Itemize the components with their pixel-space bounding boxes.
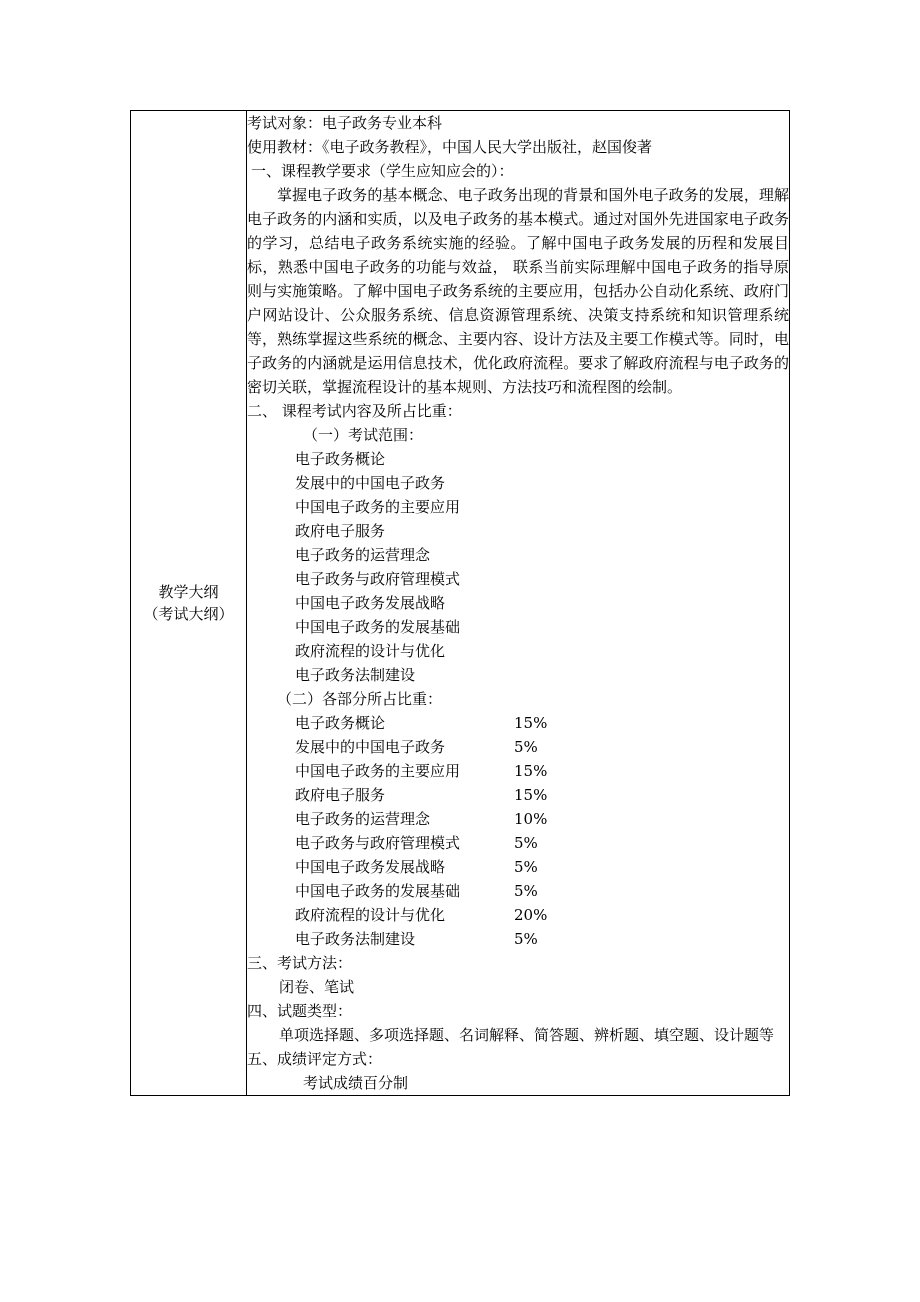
content-cell — [247, 111, 790, 1096]
weight-topic: 中国电子政务发展战略 — [295, 858, 446, 876]
section4-heading: 四、试题类型： — [247, 1002, 353, 1020]
weight-topic: 政府流程的设计与优化 — [295, 906, 446, 924]
exam-range-item: 中国电子政务的发展基础 — [295, 618, 461, 636]
weight-row — [247, 807, 789, 831]
syllabus-row — [131, 111, 790, 1096]
weight-row — [247, 879, 789, 903]
weight-topic: 发展中的中国电子政务 — [295, 738, 446, 756]
weight-percent: 5% — [514, 930, 538, 948]
section3-heading: 三、考试方法： — [247, 954, 353, 972]
exam-method: 闭卷、笔试 — [279, 978, 355, 996]
weight-row — [247, 831, 789, 855]
exam-target: 考试对象：电子政务专业本科 — [247, 114, 443, 132]
weight-percent: 10% — [514, 810, 548, 828]
weight-row — [247, 783, 789, 807]
weight-topic: 电子政务与政府管理模式 — [295, 834, 461, 852]
weight-percent: 15% — [514, 714, 548, 732]
weight-percent: 15% — [514, 762, 548, 780]
section1-heading: 一、课程教学要求（学生应知应会的）： — [251, 162, 514, 180]
weight-row — [247, 759, 789, 783]
weight-percent: 5% — [514, 738, 538, 756]
section2-heading: 二、 课程考试内容及所占比重： — [247, 402, 462, 420]
exam-range-heading: （一）考试范围： — [303, 426, 424, 444]
weight-row — [247, 711, 789, 735]
weight-percent: 5% — [514, 882, 538, 900]
weight-topic: 中国电子政务的主要应用 — [295, 762, 461, 780]
weight-row — [247, 927, 789, 951]
exam-range-item: 政府流程的设计与优化 — [295, 642, 446, 660]
exam-range-item: 中国电子政务发展战略 — [295, 594, 446, 612]
weight-row — [247, 735, 789, 759]
weight-percent: 5% — [514, 858, 538, 876]
weight-topic: 中国电子政务的发展基础 — [295, 882, 461, 900]
row-label-cell — [131, 111, 247, 1096]
weight-topic: 电子政务的运营理念 — [295, 810, 431, 828]
textbook: 使用教材：《电子政务教程》，中国人民大学出版社，赵国俊著 — [247, 138, 653, 156]
exam-range-item: 电子政务概论 — [295, 450, 386, 468]
exam-range-item: 电子政务的运营理念 — [295, 546, 431, 564]
weight-row — [247, 903, 789, 927]
row-label-subtitle: （考试大纲） — [143, 605, 234, 623]
weight-row — [247, 855, 789, 879]
section1-body: 掌握电子政务的基本概念、电子政务出现的背景和国外电子政务的发展，理解电子政务的内涵和实质，以及电子政务的基本模式。通过对国外先进国家电子政务的学习，总结电子政务系统实施的经验。了解中国电子政务发展的历程和发展目标，熟悉中国电子政务的功能与效益， 联系当前实际理解中国电子政务的指导原则与实施策略。了解中国电子政务系统的主要应用，包括办公自动化系统、政府门户网站设计、公众服务系统、信息资源管理系统、决策支持系统和知识管理系统等，熟练掌握这些系统的概念、主要内容、设计方法及主要工作模式等。同时，电子政务的内涵就是运用信息技术，优化政府流程。要求了解政府流程与电子政务的密切关联，掌握流程设计的基本规则、方法技巧和流程图的绘制。 — [247, 186, 789, 396]
exam-range-item: 中国电子政务的主要应用 — [295, 498, 461, 516]
weight-topic: 政府电子服务 — [295, 786, 386, 804]
exam-range-item: 政府电子服务 — [295, 522, 386, 540]
exam-range-item: 电子政务法制建设 — [295, 666, 416, 684]
weight-percent: 20% — [514, 906, 548, 924]
weight-topic: 电子政务法制建设 — [295, 930, 416, 948]
weight-percent: 5% — [514, 834, 538, 852]
question-types: 单项选择题、多项选择题、名词解释、简答题、辨析题、填空题、设计题等 — [279, 1026, 775, 1044]
syllabus-table — [130, 110, 790, 1096]
exam-range-item: 电子政务与政府管理模式 — [295, 570, 461, 588]
section5-heading: 五、成绩评定方式： — [247, 1050, 383, 1068]
row-label-title: 教学大纲 — [158, 583, 219, 601]
weight-percent: 15% — [514, 786, 548, 804]
grading-method: 考试成绩百分制 — [303, 1074, 409, 1092]
weight-list — [247, 711, 789, 951]
weight-topic: 电子政务概论 — [295, 714, 386, 732]
weight-heading: （二）各部分所占比重： — [277, 690, 443, 708]
exam-range-item: 发展中的中国电子政务 — [295, 474, 446, 492]
exam-range-list — [247, 447, 789, 687]
